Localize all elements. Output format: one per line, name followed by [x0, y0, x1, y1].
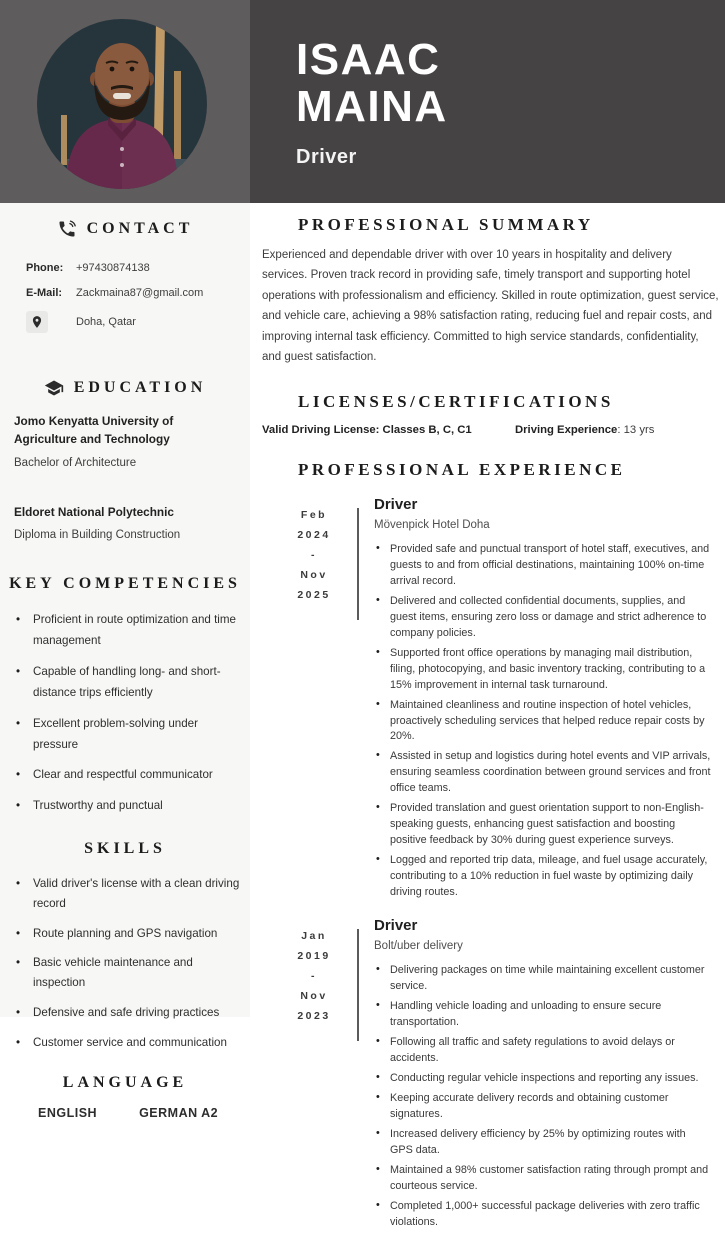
list-item: • Trustworthy and punctual: [14, 795, 240, 816]
graduation-cap-icon: [44, 378, 64, 398]
key-competencies-heading: KEY COMPETENCIES: [9, 574, 241, 592]
skills-section: [0, 840, 250, 1052]
bullet-item: • Conducting regular vehicle inspections and reporting any issues.: [374, 1071, 711, 1087]
list-item: • Valid driver's license with a clean driving record: [14, 874, 240, 913]
experience-entry: [262, 496, 711, 901]
experience-content: [374, 917, 711, 1231]
licenses-heading: LICENSES/CERTIFICATIONS: [298, 391, 614, 411]
experience-bullets: [374, 542, 711, 901]
date-line: -: [311, 548, 317, 561]
contact-section-heading: [0, 219, 250, 239]
phone-label: Phone:: [26, 261, 64, 274]
key-competencies-section: [0, 575, 250, 817]
bullet-item: • Provided safe and punctual transport of hotel staff, executives, and guests to and from official destinations, maintaining 100% on-time arrival record.: [374, 542, 711, 590]
experience-content: [374, 496, 711, 901]
driving-experience: [515, 424, 654, 436]
experience-company: Mövenpick Hotel Doha: [374, 518, 490, 531]
bullet-item: • Increased delivery efficiency by 25% by optimizing routes with GPS data.: [374, 1127, 711, 1159]
education-school: Eldoret National Polytechnic: [14, 504, 174, 519]
bullet-item: • Delivered and collected confidential documents, supplies, and guest items, ensuring zero loss or damage and strict adherence to company policies.: [374, 594, 711, 642]
skills-heading: SKILLS: [84, 840, 166, 858]
location-pin-chip: [26, 311, 48, 333]
skills-list: [14, 874, 240, 1052]
photo-block: [0, 0, 250, 203]
name-header: [250, 0, 725, 203]
driving-experience-value: : 13 yrs: [617, 423, 655, 436]
contact-heading-label: CONTACT: [86, 220, 194, 237]
language-item: GERMAN A2: [139, 1106, 219, 1121]
bullet-item: • Completed 1,000+ successful package deliveries with zero traffic violations.: [374, 1199, 711, 1231]
education-entry: [14, 412, 236, 469]
sidebar: [0, 203, 250, 1121]
date-line: 2024: [297, 528, 331, 541]
education-section: [0, 378, 250, 541]
list-item: • Proficient in route optimization and time management: [14, 609, 240, 652]
bullet-item: • Supported front office operations by managing mail distribution, filing, photocopying, and basic inventory tracking, contributing to a 15% improvement in internal task turnaround.: [374, 646, 711, 694]
main-column: [250, 203, 725, 1235]
timeline-divider: [357, 508, 359, 620]
experience-title: Driver: [374, 917, 418, 935]
bullet-item: • Handling vehicle loading and unloading to ensure secure transportation.: [374, 999, 711, 1031]
licenses-section: [262, 392, 711, 436]
date-line: 2023: [297, 1009, 331, 1022]
summary-heading: PROFESSIONAL SUMMARY: [298, 215, 594, 234]
driving-experience-label: Driving Experience: [515, 423, 618, 436]
driving-license-text: Valid Driving License: Classes B, C, C1: [262, 423, 472, 436]
education-school: Jomo Kenyatta University of Agriculture and Technology: [14, 414, 174, 447]
bullet-item: • Maintained a 98% customer satisfaction rating through prompt and courteous service.: [374, 1163, 711, 1195]
contact-email-row: [26, 280, 250, 305]
last-name: MAINA: [296, 82, 448, 132]
first-name: ISAAC: [296, 35, 441, 84]
phone-icon: [57, 219, 77, 239]
experience-bullets: [374, 963, 711, 1231]
experience-date: [284, 506, 344, 606]
phone-value[interactable]: +97430874138: [76, 261, 150, 274]
email-label: E-Mail:: [26, 286, 63, 299]
date-line: Feb: [300, 508, 328, 521]
experience-company: Bolt/uber delivery: [374, 940, 463, 953]
language-section: [0, 1074, 250, 1120]
date-line: Nov: [300, 568, 328, 581]
education-degree: Bachelor of Architecture: [14, 456, 137, 469]
list-item: • Customer service and communication: [14, 1033, 240, 1053]
profile-photo-illustration: [37, 19, 207, 189]
bullet-item: • Delivering packages on time while maintaining excellent customer service.: [374, 963, 711, 995]
bullet-item: • Following all traffic and safety regulations to avoid delays or accidents.: [374, 1035, 711, 1067]
timeline-divider: [357, 929, 359, 1041]
email-value[interactable]: Zackmaina87@gmail.com: [76, 286, 204, 299]
bullet-item: • Maintained cleanliness and routine inspection of hotel vehicles, proactively scheduling services that helped reduce repair costs by 20%.: [374, 698, 711, 746]
experience-title: Driver: [374, 495, 418, 513]
key-competencies-list: [14, 609, 240, 817]
education-degree: Diploma in Building Construction: [14, 528, 181, 541]
language-row: [38, 1106, 250, 1120]
education-heading-label: EDUCATION: [73, 379, 207, 396]
date-line: 2019: [297, 950, 331, 963]
contact-phone-row: [26, 255, 250, 280]
date-line: -: [311, 970, 317, 983]
experience-heading: PROFESSIONAL EXPERIENCE: [298, 459, 626, 479]
language-heading: LANGUAGE: [62, 1074, 188, 1092]
bullet-item: • Provided translation and guest orientation support to non-English-speaking guests, enhancing guest satisfaction and boosting positive feedback by 30% during guest experience surveys.: [374, 801, 711, 849]
list-item: • Clear and respectful communicator: [14, 764, 240, 785]
education-entries: [14, 412, 236, 541]
contact-location-row: [26, 309, 250, 334]
experience-date: [284, 927, 344, 1027]
contact-rows: [26, 255, 250, 334]
location-pin-icon: [30, 315, 44, 329]
summary-section: [262, 215, 719, 368]
profile-photo: [37, 19, 207, 189]
location-value: Doha, Qatar: [76, 315, 136, 328]
list-item: • Defensive and safe driving practices: [14, 1003, 240, 1023]
bullet-item: • Logged and reported trip data, mileage, and fuel usage accurately, contributing to a 10% reduction in fuel waste by optimizing daily driving routes.: [374, 853, 711, 901]
list-item: • Route planning and GPS navigation: [14, 924, 240, 944]
bullet-item: • Assisted in setup and logistics during hotel events and VIP arrivals, ensuring seamless coordination between ground services and front office teams.: [374, 749, 711, 797]
list-item: • Basic vehicle maintenance and inspection: [14, 953, 240, 992]
job-title: Driver: [296, 146, 357, 169]
date-line: 2025: [297, 588, 331, 601]
experience-entry: [262, 917, 711, 1231]
summary-text: Experienced and dependable driver with over 10 years in hospitality and delivery services. Proven track record in providing safe, timely transport and supporting hotel operations with professionalism and efficiency. Skilled in route optimization, guest service, and vehicle care, achieving a 98% satisfaction rating, reducing fuel and repair costs, and improving internal task efficiency. Committed to high service standards, confidentiality, and guest satisfaction.: [262, 249, 719, 364]
bullet-item: • Keeping accurate delivery records and obtaining customer signatures.: [374, 1091, 711, 1123]
list-item: • Capable of handling long- and short-distance trips efficiently: [14, 661, 240, 704]
education-entry: [14, 503, 236, 541]
education-section-heading: [0, 378, 250, 398]
experience-section: [262, 460, 711, 1231]
license-row: [262, 424, 711, 436]
language-item: ENGLISH: [38, 1106, 98, 1121]
date-line: Nov: [300, 989, 328, 1002]
list-item: • Excellent problem-solving under pressure: [14, 713, 240, 756]
date-line: Jan: [301, 930, 327, 943]
